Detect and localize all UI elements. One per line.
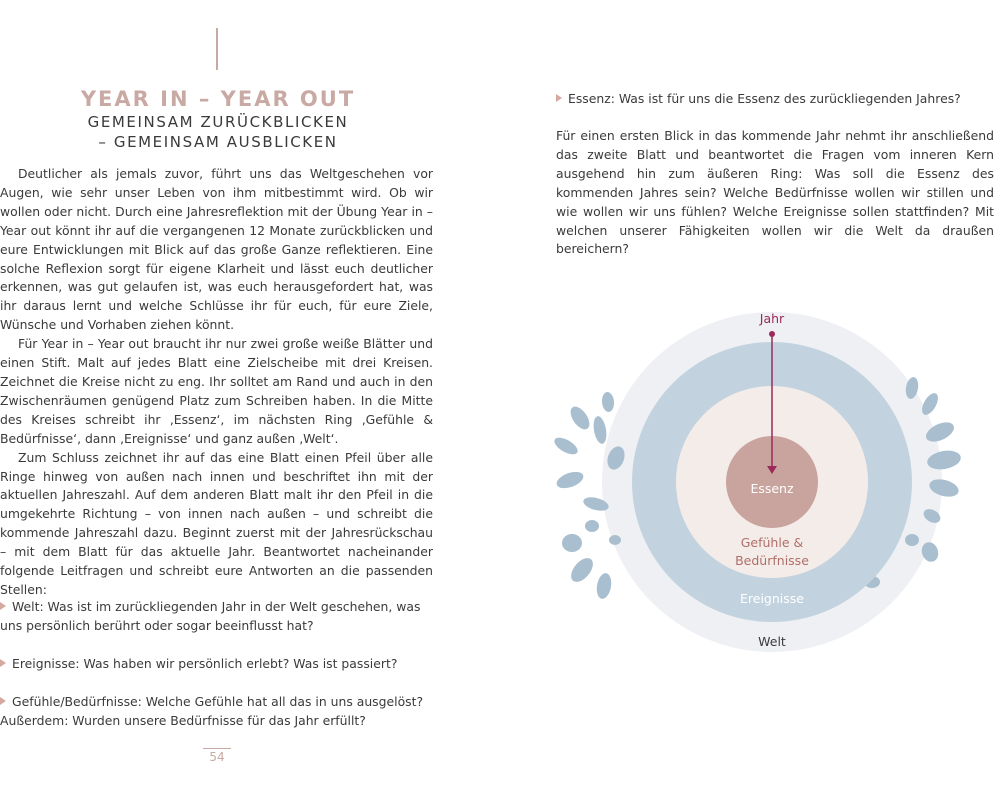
label-essenz: Essenz: [750, 481, 794, 496]
question-text: Welt: Was ist im zurückliegenden Jahr in der Welt geschehen, was uns persönlich berührt oder sogar beeinflusst hat?: [0, 599, 421, 633]
right-page: [500, 0, 1000, 800]
question-ereignisse: [0, 655, 440, 674]
subtitle-line-1: GEMEINSAM ZURÜCKBLICKEN: [87, 113, 349, 131]
top-rule: [216, 28, 218, 70]
subtitle-line-2: – GEMEINSAM AUSBLICKEN: [98, 133, 338, 151]
label-line: Bedürfnisse: [735, 553, 809, 568]
leaf-shape: [601, 392, 615, 413]
folio-rule: [203, 748, 231, 749]
bullet-icon: [0, 602, 6, 610]
question-welt: [0, 598, 440, 636]
leaf-shape: [905, 534, 919, 546]
title-block: [0, 86, 436, 152]
leaf-shape: [567, 403, 593, 432]
arrow-label: Jahr: [759, 311, 785, 326]
leaf-shape: [554, 469, 585, 492]
leaf-shape: [595, 572, 613, 600]
question-text: Gefühle/Bedürfnisse: Welche Gefühle hat all das in uns ausgelöst? Außerdem: Wurden unsere Bedürfnisse für das Jahr erfüllt?: [0, 694, 424, 728]
bullet-icon: [0, 659, 6, 667]
label-welt: Welt: [758, 634, 786, 649]
target-diagram: [500, 290, 1000, 690]
leaf-shape: [609, 535, 621, 545]
bullet-icon: [0, 697, 6, 705]
label-gefuehle: [712, 534, 832, 570]
paragraph: Zum Schluss zeichnet ihr auf das eine Blatt einen Pfeil über alle Ringe hinweg von außen nach innen und beschriftet ihn mit der aktuellen Jahreszahl. Auf dem anderen Blatt malt ihr den Pfeil in die umgekehrte Richtung – von innen nach außen – und schreibt die kommende Jahreszahl dazu. Beginnt zuerst mit der Jahresrückschau – mit dem Blatt für das aktuelle Jahr. Beantwortet nacheinander folgende Leitfragen und schreibt eure Antworten an die passenden Stellen:: [0, 449, 433, 597]
bullet-icon: [556, 94, 562, 102]
question-essenz: [556, 90, 994, 109]
label-line: Gefühle &: [740, 535, 804, 550]
outlook-paragraph: Für einen ersten Blick in das kommende Jahr nehmt ihr anschließend das zweite Blatt und beantwortet die Fragen vom inneren Kern ausgehend hin zum äußeren Ring: Was soll die Essenz des kommenden Jahres sein? Welche Bedürfnisse wollen wir stillen und wie wollen wir uns fühlen? Welche Ereignisse sollen stattfinden? Mit welchen unserer Fähigkeiten wollen wir die Welt da draußen bereichern?: [556, 128, 994, 257]
question-gefuehle: [0, 693, 440, 731]
leaf-shape: [552, 434, 581, 457]
leaf-shape: [592, 415, 609, 445]
body-text: [0, 165, 433, 600]
page-title: YEAR IN – YEAR OUT: [80, 87, 356, 111]
paragraph: Für Year in – Year out braucht ihr nur zwei große weiße Blätter und einen Stift. Malt auf jedes Blatt eine Zielscheibe mit drei Kreisen. Zeichnet die Kreise nicht zu eng. Ihr solltet am Rand und auch in den Zwischenräumen genügend Platz zum Schreiben haben. In die Mitte des Kreises schreibt ihr ‚Essenz‘, im nächsten Ring ‚Gefühle & Bedürfnisse‘, dann ‚Ereignisse‘ und ganz außen ‚Welt‘.: [0, 336, 433, 446]
page-number: 54: [209, 750, 225, 764]
leaf-shape: [567, 554, 597, 586]
leaf-shape: [562, 534, 582, 552]
question-text: Ereignisse: Was haben wir persönlich erlebt? Was ist passiert?: [12, 656, 398, 671]
question-text: Essenz: Was ist für uns die Essenz des zurückliegenden Jahres?: [568, 91, 961, 106]
leaf-shape: [585, 520, 599, 532]
paragraph: Deutlicher als jemals zuvor, führt uns das Weltgeschehen vor Augen, wie sehr unser Leben von ihm mitbestimmt wird. Ob wir wollen oder nicht. Durch eine Jahresreflektion mit der Übung Year in – Year out könnt ihr auf die vergangenen 12 Monate zurückblicken und eure Entwicklungen mit Blick auf das große Ganze reflektieren. Eine solche Reflexion sorgt für eigene Klarheit und lässt euch deutlicher erkennen, was gut gelaufen ist, was euch herausgefordert hat, was ihr daraus lernt und welche Schlüsse ihr für euch, für eure Ziele, Wünsche und Vorhaben ziehen könnt.: [0, 166, 433, 333]
label-ereignisse: Ereignisse: [740, 591, 804, 606]
